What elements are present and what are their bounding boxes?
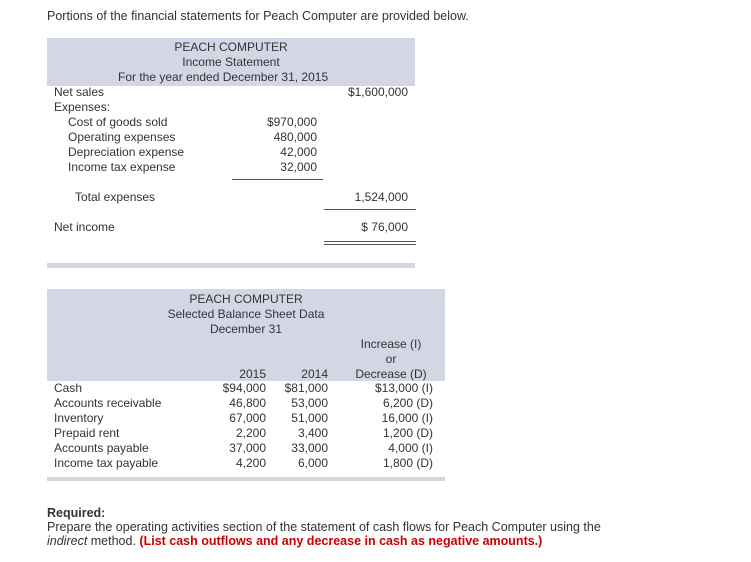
change-header-line-1: Increase (I) <box>360 337 422 351</box>
expenses-label: Expenses: <box>54 100 111 114</box>
total-expenses-underline <box>324 209 416 210</box>
balance-row-2015: 46,800 <box>229 396 266 410</box>
balance-row-label: Cash <box>54 381 83 395</box>
income-statement-subtitle: Income Statement <box>182 55 280 69</box>
balance-row-change: 1,800 (D) <box>382 456 433 470</box>
required-text-line-1: Prepare the operating activities section of the statement of cash flows for Peach Computer using the <box>47 520 601 534</box>
expense-label: Income tax expense <box>68 160 176 174</box>
income-statement-period: For the year ended December 31, 2015 <box>118 70 329 84</box>
balance-row-label: Income tax payable <box>54 456 159 470</box>
balance-row-2015: 67,000 <box>229 411 266 425</box>
balance-sheet-subtitle: Selected Balance Sheet Data <box>167 307 325 321</box>
change-header-line-2: or <box>385 352 397 366</box>
required-method-text: method. <box>87 534 140 548</box>
required-text-line-2 <box>47 534 601 548</box>
total-expenses-value: 1,524,000 <box>354 190 408 204</box>
expense-value: 480,000 <box>273 130 317 144</box>
balance-sheet-title: PEACH COMPUTER <box>189 292 303 306</box>
column-header-2014: 2014 <box>301 367 328 381</box>
change-header-line-3: Decrease (D) <box>355 367 427 381</box>
balance-row-2015: 2,200 <box>235 426 266 440</box>
intro-text: Portions of the financial statements for Peach Computer are provided below. <box>47 9 469 23</box>
balance-row-2014: 3,400 <box>297 426 328 440</box>
balance-row-2014: 51,000 <box>291 411 328 425</box>
balance-row-change: 1,200 (D) <box>382 426 433 440</box>
balance-row-label: Prepaid rent <box>54 426 120 440</box>
expense-value: 42,000 <box>280 145 317 159</box>
balance-row-change: 6,200 (D) <box>382 396 433 410</box>
net-sales-label: Net sales <box>54 85 105 99</box>
balance-row-change: 16,000 (I) <box>381 411 433 425</box>
required-indirect-word: indirect <box>47 534 88 548</box>
column-header-2015: 2015 <box>239 367 266 381</box>
balance-row-label: Inventory <box>54 411 104 425</box>
balance-row-2014: 33,000 <box>291 441 328 455</box>
net-income-value: $ 76,000 <box>361 220 408 234</box>
net-sales-value: $1,600,000 <box>347 85 408 99</box>
balance-row-change: $13,000 (I) <box>374 381 433 395</box>
expense-label: Cost of goods sold <box>68 115 168 129</box>
net-income-double-underline-top <box>324 241 416 242</box>
section-divider-bar <box>47 263 415 268</box>
expense-label: Operating expenses <box>68 130 176 144</box>
balance-row-2015: $94,000 <box>222 381 266 395</box>
total-expenses-label: Total expenses <box>75 190 156 204</box>
required-heading: Required: <box>47 506 106 520</box>
balance-row-2015: 37,000 <box>229 441 266 455</box>
expense-value: 32,000 <box>280 160 317 174</box>
balance-row-2014: $81,000 <box>284 381 328 395</box>
balance-row-label: Accounts receivable <box>54 396 162 410</box>
balance-row-change: 4,000 (I) <box>388 441 433 455</box>
balance-row-2014: 53,000 <box>291 396 328 410</box>
income-statement-title: PEACH COMPUTER <box>174 40 288 54</box>
required-instruction-red: (List cash outflows and any decrease in cash as negative amounts.) <box>139 534 543 548</box>
expense-label: Depreciation expense <box>68 145 185 159</box>
balance-sheet-date: December 31 <box>209 322 283 336</box>
balance-row-2015: 4,200 <box>235 456 266 470</box>
balance-row-2014: 6,000 <box>297 456 328 470</box>
expense-value: $970,000 <box>266 115 317 129</box>
balance-row-label: Accounts payable <box>54 441 149 455</box>
net-income-double-underline-bottom <box>324 244 416 245</box>
balance-sheet-bottom-bar <box>47 477 445 481</box>
required-section <box>47 506 601 548</box>
net-income-label: Net income <box>54 220 115 234</box>
expenses-underline <box>232 179 323 180</box>
